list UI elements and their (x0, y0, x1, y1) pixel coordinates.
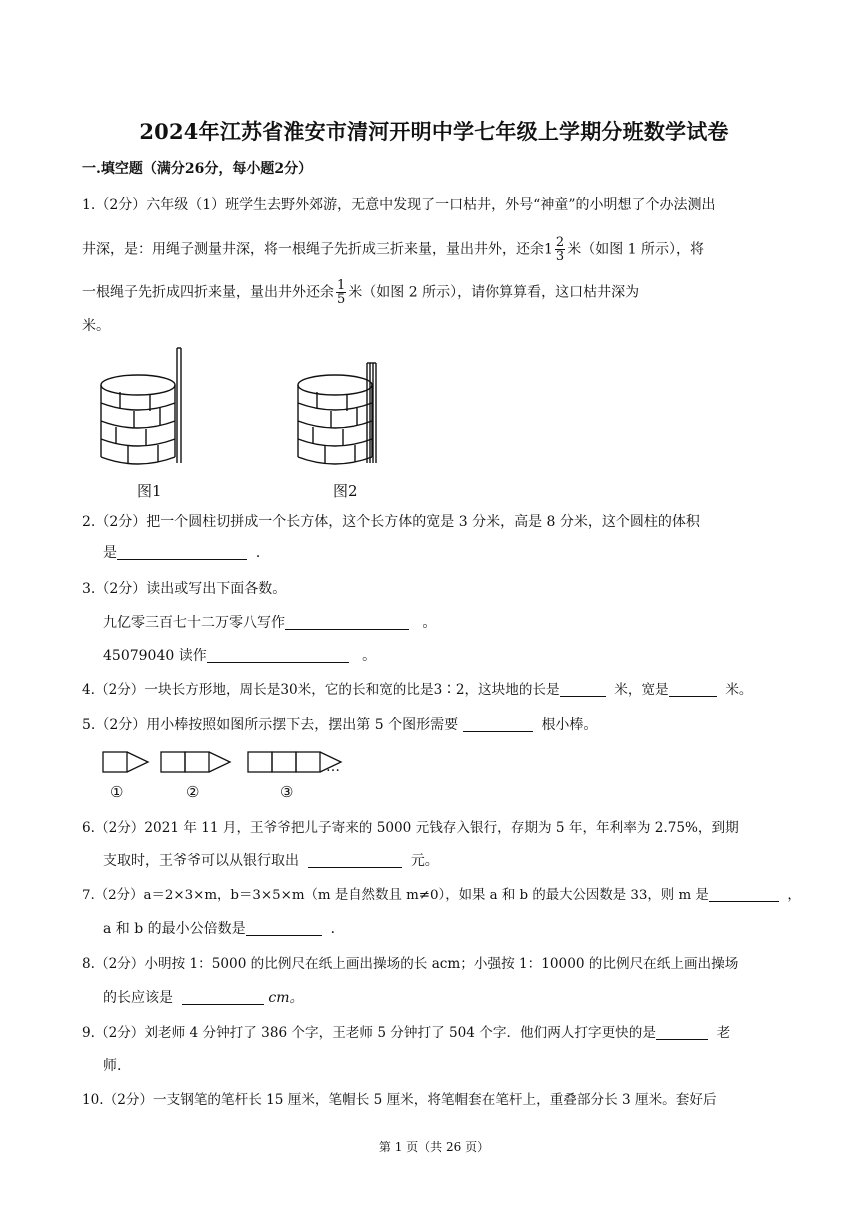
pattern-label-1: ① (110, 783, 124, 801)
q1-fraction-1 (555, 236, 565, 263)
q1-fraction-1-num: 2 (555, 235, 565, 250)
q9-line-1-tail: 老 (716, 1025, 731, 1041)
q1-fraction-1-den: 3 (555, 249, 565, 264)
q5-text-b: 根小棒。 (541, 717, 598, 733)
q1-fraction-2-den: 5 (337, 292, 346, 307)
q1-line-2-tail: 米（如图 1 所示），将 (567, 241, 705, 258)
q1-line-4: 米。 (82, 318, 110, 334)
q3-line-3-text: 45079040 读作 (103, 648, 207, 664)
q6-line-2 (103, 851, 439, 871)
q2-answer-blank[interactable] (117, 545, 247, 560)
q6-line-2-text: 支取时，王爷爷可以从银行取出 (103, 853, 299, 869)
q2-line-2-text: 是 (103, 545, 117, 561)
q2-line-1: 2.（2分）把一个圆柱切拼成一个长方体，这个长方体的宽是 3 分米，高是 8 分米，这个圆柱的体积 (82, 514, 700, 530)
figure-1-caption: 图1 (137, 482, 162, 500)
q4-text-b: 米，宽是 (614, 682, 669, 698)
q1-line-3-tail: 米（如图 2 所示），请你算算看，这口枯井深为 (348, 284, 640, 301)
q5-answer-blank[interactable] (463, 717, 533, 732)
q3-line-2-tail: 。 (422, 615, 437, 631)
figure-2-caption: 图2 (333, 482, 358, 500)
pattern-ellipsis: … (326, 759, 340, 775)
q7-line-2 (103, 919, 345, 939)
q9-line-2: 师. (103, 1058, 122, 1074)
q3-read-blank[interactable] (207, 648, 349, 663)
well-figure-1 (98, 345, 193, 473)
q3-write-blank[interactable] (285, 615, 409, 630)
pattern-label-3: ③ (280, 783, 294, 801)
q7-line-1-text: 7.（2分）a＝2×3×m，b＝3×5×m（m 是自然数且 m≠0），如果 a 和 b 的最大公因数是 33，则 m 是 (82, 888, 709, 903)
q1-fraction-2 (336, 279, 346, 306)
q4-text-a: 4.（2分）一块长方形地，周长是30米，它的长和宽的比是3∶2，这块地的长是 (82, 682, 560, 698)
well-figure-2 (295, 360, 390, 473)
q9-line-1 (82, 1023, 730, 1043)
q4-length-blank[interactable] (560, 682, 606, 697)
q7-line-2-tail: ． (330, 921, 345, 937)
q9-answer-blank[interactable] (656, 1025, 708, 1040)
q3-line-1: 3.（2分）读出或写出下面各数。 (82, 581, 287, 597)
q8-answer-blank[interactable] (182, 990, 264, 1005)
q7-line-1 (82, 886, 801, 906)
q2-line-2-tail: ． (255, 545, 270, 561)
q3-line-2 (103, 613, 436, 633)
q7-line-2-text: a 和 b 的最小公倍数是 (103, 921, 246, 937)
q1-fraction-2-num: 1 (337, 278, 346, 293)
q1-line-2-text: 井深，是：用绳子测量井深，将一根绳子先折成三折来量，量出井外，还余 (82, 241, 544, 258)
q8-line-2 (103, 988, 303, 1008)
q8-line-2-tail: cm。 (268, 990, 304, 1006)
q6-answer-blank[interactable] (308, 853, 402, 868)
q5-line (82, 715, 597, 735)
q4-width-blank[interactable] (669, 682, 717, 697)
q1-line-2 (82, 236, 704, 263)
q1-line-3 (82, 279, 639, 306)
q6-line-2-tail: 元。 (410, 853, 439, 869)
q1-line-1: 1.（2分）六年级（1）班学生去野外郊游，无意中发现了一口枯井，外号“神童”的小明想了个办法测出 (82, 197, 716, 213)
q3-line-2-text: 九亿零三百七十二万零八写作 (103, 615, 285, 631)
q6-line-1: 6.（2分）2021 年 11 月，王爷爷把儿子寄来的 5000 元钱存入银行，存期为 5 年，年利率为 2.75%，到期 (82, 820, 739, 836)
stick-pattern-figure (100, 748, 350, 778)
q10-line-1: 10.（2分）一支钢笔的笔杆长 15 厘米，笔帽长 5 厘米，将笔帽套在笔杆上，重叠部分长 3 厘米。套好后 (82, 1092, 717, 1108)
q5-text-a: 5.（2分）用小棒按照如图所示摆下去，摆出第 5 个图形需要 (82, 717, 459, 733)
page-footer: 第 1 页（共 26 页） (378, 1140, 490, 1154)
q3-line-3-tail: 。 (362, 648, 377, 664)
q4-text-c: 米。 (725, 682, 753, 698)
q3-line-3 (103, 646, 376, 666)
q7-lcm-blank[interactable] (246, 921, 322, 936)
q1-line-3-text: 一根绳子先折成四折来量，量出井外还余 (82, 284, 334, 301)
q8-line-1: 8.（2分）小明按 1：5000 的比例尺在纸上画出操场的长 acm；小强按 1：10000 的比例尺在纸上画出操场 (82, 956, 739, 972)
q4-line (82, 680, 753, 700)
q7-m-blank[interactable] (709, 887, 779, 902)
q9-line-1-text: 9.（2分）刘老师 4 分钟打了 386 个字，王老师 5 分钟打了 504 个字．他们两人打字更快的是 (82, 1025, 656, 1041)
section-heading: 一.填空题（满分26分，每小题2分） (82, 161, 313, 177)
q2-line-2 (103, 543, 270, 563)
q8-line-2-text: 的长应该是 (103, 990, 173, 1006)
q1-fraction-whole: 1 (544, 241, 553, 258)
q7-line-1-tail: ， (787, 888, 801, 903)
page-title: 2024年江苏省淮安市清河开明中学七年级上学期分班数学试卷 (139, 119, 729, 144)
pattern-label-2: ② (186, 783, 200, 801)
